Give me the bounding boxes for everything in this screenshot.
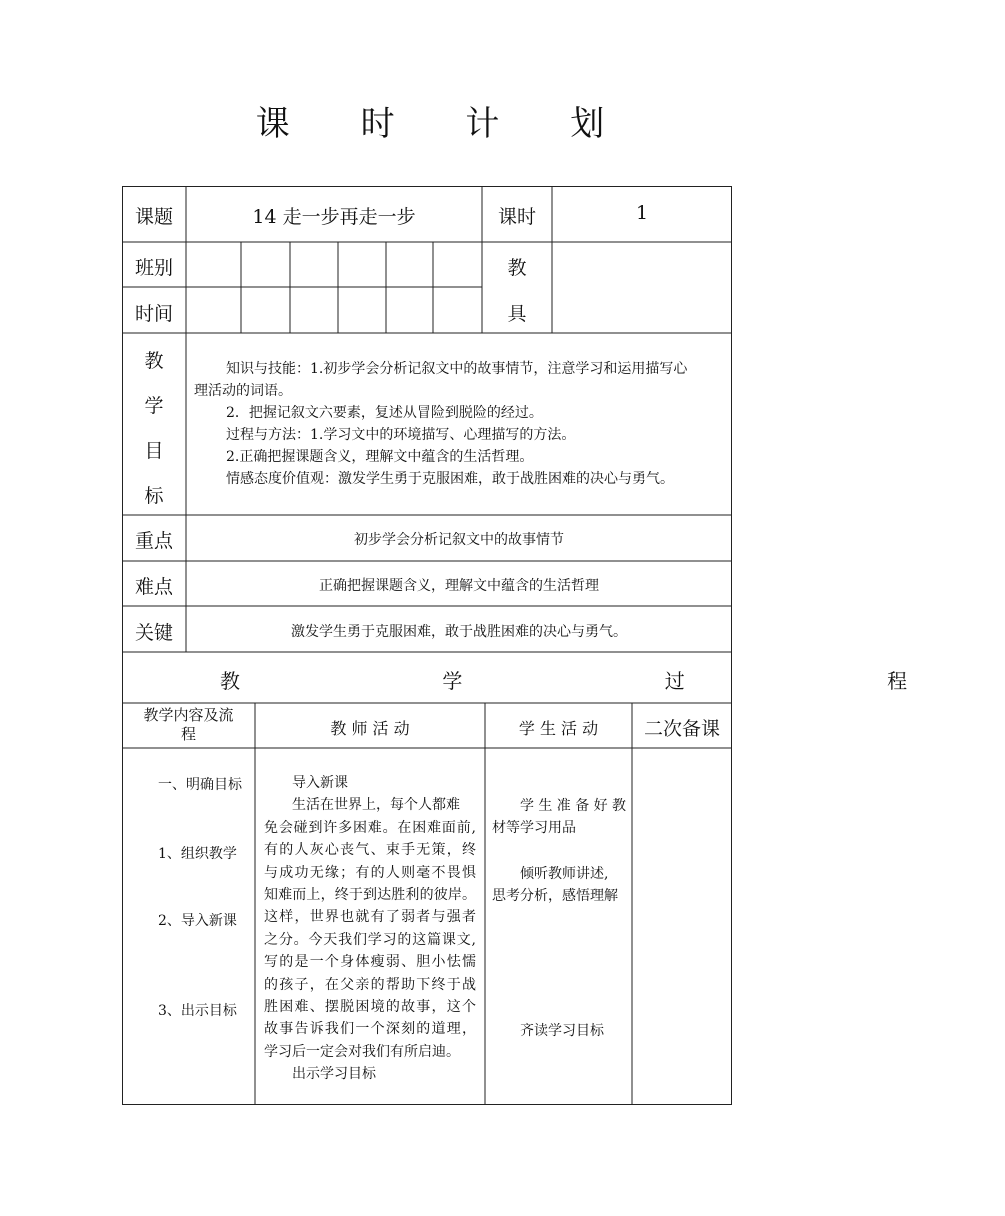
hours-label: 课时 [497,206,536,228]
teacher-line: 免会碰到许多困难。在困难面前, [264,819,476,836]
col-content-header-line: 程 [180,725,196,743]
flow-step: 1、组织教学 [158,846,237,862]
difficulty-text: 正确把握课题含义，理解文中蕴含的生活哲理 [319,578,599,594]
topic-label: 课题 [134,206,173,228]
teacher-line: 胜困难、摆脱困境的故事，这个 [264,999,476,1016]
objective-line: 知识与技能：1.初步学会分析记叙文中的故事情节，注意学习和运用描写心 [226,361,688,377]
teacher-line: 有的人灰心丧气、束手无策，终 [264,842,476,859]
teacher-line: 出示学习目标 [292,1066,376,1083]
objective-line: 理活动的词语。 [194,383,292,399]
tools-label-top: 教 [507,257,527,279]
teacher-activity [264,772,476,1086]
student-activity-listen [492,863,626,907]
objectives-text [194,358,724,490]
hours-value: 1 [635,202,649,224]
student-line: 思考分析，感悟理解 [492,888,618,904]
key-point-text: 初步学会分析记叙文中的故事情节 [354,532,564,548]
teacher-line: 这样，世界也就有了弱者与强者 [264,909,476,926]
student-line: 齐读学习目标 [520,1023,604,1039]
student-activity-prepare [492,795,626,839]
objectives-label [122,346,186,526]
objectives-label-char: 目 [144,440,164,462]
col-content-header-line: 教学内容及流 [143,706,234,724]
teacher-line: 的孩子，在父亲的帮助下终于战 [264,976,476,993]
col-teacher-header: 教 师 活 动 [330,719,410,738]
key-point-label: 重点 [134,530,173,552]
teacher-line: 导入新课 [292,775,348,791]
objective-line: 2．把握记叙文六要素，复述从冒险到脱险的经过。 [226,405,543,421]
teacher-line: 故事告诉我们一个深刻的道理， [264,1021,476,1038]
objectives-label-char: 教 [144,350,164,372]
topic-value: 14 走一步再走一步 [252,206,416,228]
col-revision-header: 二次备课 [643,718,720,740]
objective-line: 2.正确把握课题含义，理解文中蕴含的生活哲理。 [226,449,534,465]
key-text: 激发学生勇于克服困难，敢于战胜困难的决心与勇气。 [291,624,627,640]
objective-line: 情感态度价值观：激发学生勇于克服困难，敢于战胜困难的决心与勇气。 [226,471,674,487]
teacher-line: 之分。今天我们学习的这篇课文, [264,931,476,948]
key-label: 关键 [134,622,173,644]
objective-line: 过程与方法：1.学习文中的环境描写、心理描写的方法。 [226,427,576,443]
tools-label-bottom: 具 [507,303,527,325]
flow-step: 一、明确目标 [158,777,242,793]
time-label: 时间 [134,303,173,325]
objectives-label-char: 标 [144,485,164,507]
col-content-header [122,706,255,744]
flow-step: 3、出示目标 [158,1003,237,1019]
page-title: 课 时 计 划 [255,104,635,144]
flow-step: 2、导入新课 [158,913,237,929]
teacher-line: 学习后一定会对我们有所启迪。 [264,1043,460,1060]
process-heading: 教 学 过 程 [220,669,1005,693]
lesson-plan-table [122,186,1005,1105]
student-line: 学生准备好教 [520,798,626,814]
col-student-header: 学 生 活 动 [518,719,599,738]
difficulty-label: 难点 [134,576,173,598]
teacher-line: 生活在世界上，每个人都难 [292,797,460,814]
teacher-line: 与成功无缘；有的人则毫不畏惧 [264,864,476,881]
student-line: 倾听教师讲述, [520,866,609,882]
student-line: 材等学习用品 [492,820,576,836]
class-label: 班别 [134,257,173,279]
teacher-line: 写的是一个身体瘦弱、胆小怯懦 [264,954,476,971]
teacher-line: 知难而上，终于到达胜利的彼岸。 [264,887,476,904]
objectives-label-char: 学 [144,395,164,417]
student-activity-read [492,1020,626,1042]
